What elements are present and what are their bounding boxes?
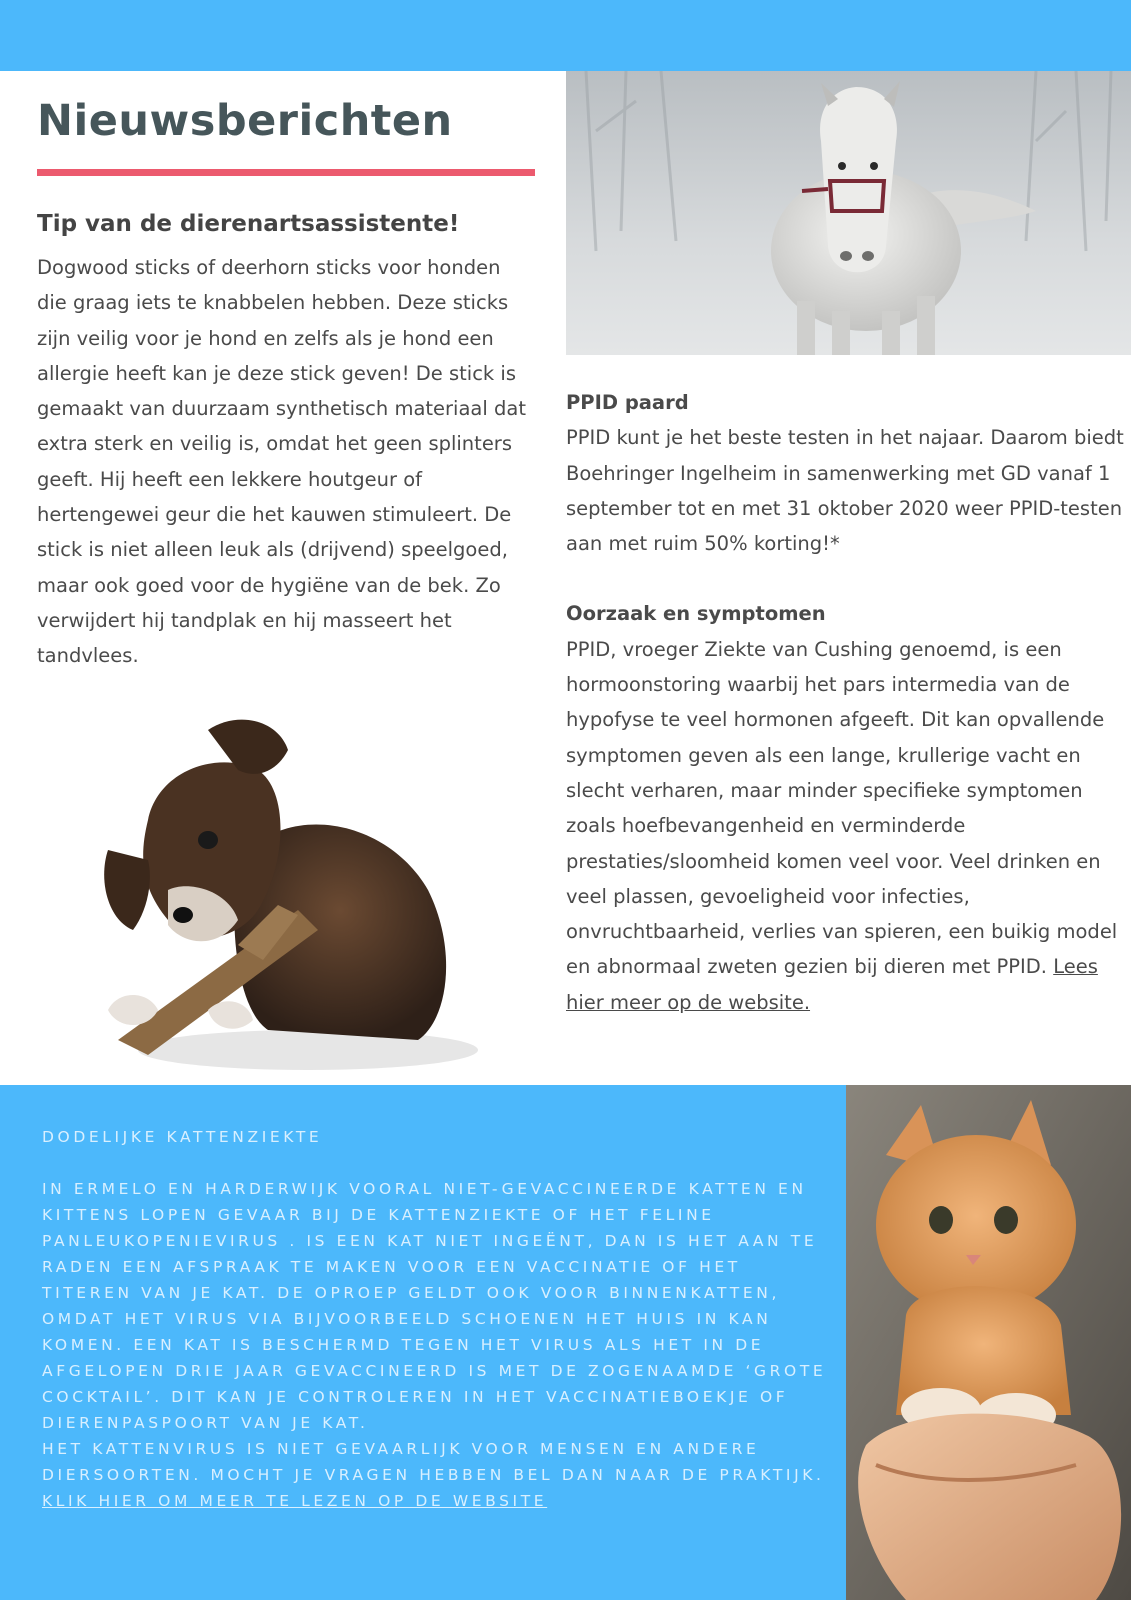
- kitten-photo: [846, 1085, 1131, 1600]
- ppid-read-more-link[interactable]: Lees hier meer op de website.: [566, 955, 1098, 1014]
- page-title: Nieuwsberichten: [37, 96, 453, 146]
- ppid-cause-heading: Oorzaak en symptomen: [566, 602, 826, 626]
- cat-article: [42, 1124, 832, 1514]
- cat-body: IN ERMELO EN HARDERWIJK VOORAL NIET-GEVACCINEERDE KATTEN EN KITTENS LOPEN GEVAAR BIJ DE KATTENZIEKTE OF HET FELINE PANLEUKOPENIEVIRUS . IS EEN KAT NIET INGEËNT, DAN IS HET AAN TE RADEN EEN AFSPRAAK TE MAKEN VOOR EEN VACCINATIE OF HET TITEREN VAN JE KAT. DE OPROEP GELDT OOK VOOR BINNENKATTEN, OMDAT HET VIRUS VIA BIJVOORBEELD SCHOENEN HET HUIS IN KAN KOMEN. EEN KAT IS BESCHERMD TEGEN HET VIRUS ALS HET IN DE AFGELOPEN DRIE JAAR GEVACCINEERD IS MET DE ZOGENAAMDE ‘GROTE COCKTAIL’. DIT KAN JE CONTROLEREN IN HET VACCINATIEBOEKJE OF DIERENPASPOORT VAN JE KAT.: [42, 1180, 827, 1432]
- cat-heading: DODELIJKE KATTENZIEKTE: [42, 1128, 323, 1146]
- ppid-intro: PPID kunt je het beste testen in het najaar. Daarom biedt Boehringer Ingelheim in samenwerking met GD vanaf 1 september tot en met 31 oktober 2020 weer PPID-testen aan met ruim 50% korting!*: [566, 426, 1124, 556]
- ppid-cause-body: PPID, vroeger Ziekte van Cushing genoemd, is een hormoonstoring waarbij het pars intermedia van de hypofyse te veel hormonen afgeeft. Dit kan opvallende symptomen geven als een lange, krullerige vacht en slecht verharen, maar minder specifieke symptomen zoals hoefbevangenheid en verminderde prestaties/sloomheid komen veel voor. Veel drinken en veel plassen, gevoeligheid voor infecties, onvruchtbaarheid, verlies van spieren, een buikig model en abnormaal zweten gezien bij dieren met PPID.: [566, 637, 1118, 979]
- tip-heading: Tip van de dierenartsassistente!: [37, 211, 460, 237]
- header-band: [0, 0, 1131, 71]
- cat-body-2: HET KATTENVIRUS IS NIET GEVAARLIJK VOOR MENSEN EN ANDERE DIERSOORTEN. MOCHT JE VRAGEN HEBBEN BEL DAN NAAR DE PRAKTIJK.: [42, 1440, 825, 1484]
- horse-illustration: [566, 71, 1131, 355]
- kitten-illustration: [846, 1085, 1131, 1600]
- dog-photo: [88, 710, 478, 1080]
- horse-photo: [566, 71, 1131, 355]
- cat-read-more-link[interactable]: KLIK HIER OM MEER TE LEZEN OP DE WEBSITE: [42, 1492, 548, 1510]
- dog-illustration: [88, 710, 478, 1080]
- ppid-cause-paragraph: [566, 632, 1126, 1020]
- title-divider: [37, 169, 535, 176]
- ppid-heading: PPID paard: [566, 391, 689, 414]
- ppid-article: [566, 385, 1126, 1020]
- tip-body: Dogwood sticks of deerhorn sticks voor honden die graag iets te knabbelen hebben. Deze sticks zijn veilig voor je hond en zelfs als je hond een allergie heeft kan je deze stick geven! De stick is gemaakt van duurzaam synthetisch materiaal dat extra sterk en veilig is, omdat het geen splinters geeft. Hij heeft een lekkere houtgeur of hertengewei geur die het kauwen stimuleert. De stick is niet alleen leuk als (drijvend) speelgoed, maar ook goed voor de hygiëne van de bek. Zo verwijdert hij tandplak en hij masseert het tandvlees.: [37, 256, 526, 668]
